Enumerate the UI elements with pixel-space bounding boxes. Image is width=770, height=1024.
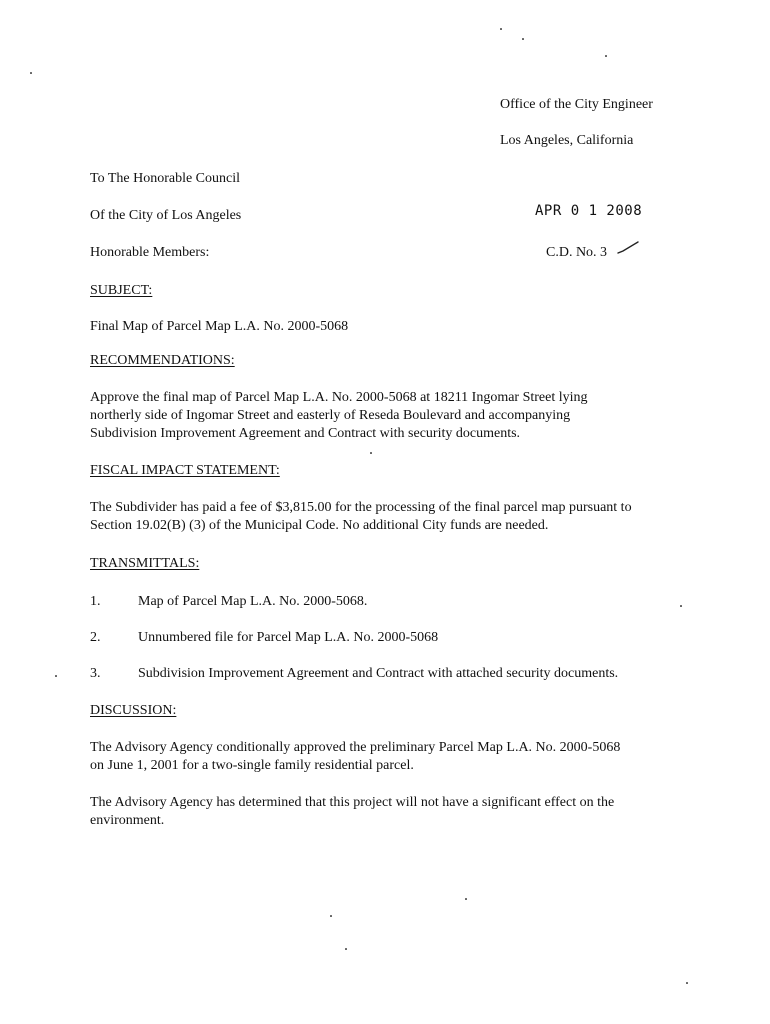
office-name: Office of the City Engineer <box>500 97 653 112</box>
scan-speck <box>605 55 607 57</box>
office-location: Los Angeles, California <box>500 133 634 148</box>
recommendations-heading: RECOMMENDATIONS: <box>90 353 235 368</box>
transmittal-number-2: 2. <box>90 630 101 645</box>
scan-speck <box>30 72 32 74</box>
scan-speck <box>522 38 524 40</box>
scan-speck <box>680 605 682 607</box>
fiscal-impact-heading: FISCAL IMPACT STATEMENT: <box>90 463 280 478</box>
recommendations-line-2: northerly side of Ingomar Street and easterly of Reseda Boulevard and accompanying <box>90 408 571 423</box>
discussion-p2-line-2: environment. <box>90 813 165 828</box>
subject-heading: SUBJECT: <box>90 283 153 298</box>
subject-text: Final Map of Parcel Map L.A. No. 2000-5068 <box>90 319 349 334</box>
recommendations-line-1: Approve the final map of Parcel Map L.A. No. 2000-5068 at 18211 Ingomar Street lying <box>90 390 588 405</box>
discussion-heading: DISCUSSION: <box>90 703 177 718</box>
scan-speck <box>345 948 347 950</box>
transmittals-heading: TRANSMITTALS: <box>90 556 200 571</box>
salutation-line-3: Honorable Members: <box>90 245 210 260</box>
council-district: C.D. No. 3 <box>546 245 608 260</box>
date-stamp: APR 0 1 2008 <box>535 203 643 219</box>
scan-speck <box>330 915 332 917</box>
scan-speck <box>465 898 467 900</box>
recommendations-line-3: Subdivision Improvement Agreement and Contract with security documents. <box>90 426 521 441</box>
discussion-p1-line-1: The Advisory Agency conditionally approved the preliminary Parcel Map L.A. No. 2000-5068 <box>90 740 621 755</box>
transmittal-text-2: Unnumbered file for Parcel Map L.A. No. 2000-5068 <box>138 630 439 645</box>
discussion-p1-line-2: on June 1, 2001 for a two-single family residential parcel. <box>90 758 414 773</box>
scan-speck <box>500 28 502 30</box>
fiscal-impact-line-1: The Subdivider has paid a fee of $3,815.00 for the processing of the final parcel map pursuant to <box>90 500 632 515</box>
scan-speck <box>55 675 57 677</box>
salutation-line-1: To The Honorable Council <box>90 171 241 186</box>
transmittal-number-1: 1. <box>90 594 101 609</box>
salutation-line-2: Of the City of Los Angeles <box>90 208 242 223</box>
scan-speck <box>686 982 688 984</box>
handwritten-check-mark <box>617 240 639 256</box>
transmittal-text-1: Map of Parcel Map L.A. No. 2000-5068. <box>138 594 368 609</box>
discussion-p2-line-1: The Advisory Agency has determined that this project will not have a significant effect on the <box>90 795 615 810</box>
scan-speck <box>370 452 372 454</box>
fiscal-impact-line-2: Section 19.02(B) (3) of the Municipal Code. No additional City funds are needed. <box>90 518 549 533</box>
transmittal-text-3: Subdivision Improvement Agreement and Contract with attached security documents. <box>138 666 619 681</box>
transmittal-number-3: 3. <box>90 666 101 681</box>
